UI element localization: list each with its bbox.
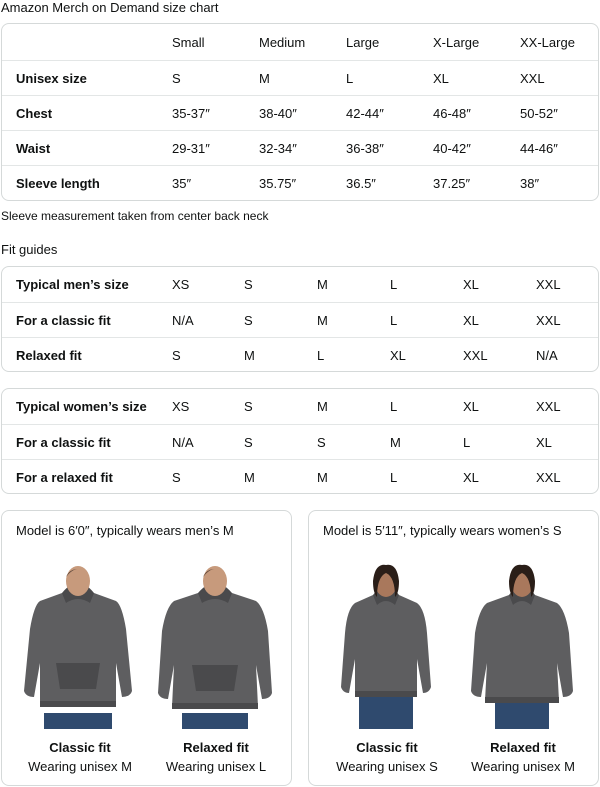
table-cell: XXL	[536, 399, 561, 414]
table-cell: XS	[172, 277, 190, 292]
man-relaxed-fit-label: Relaxed fit	[183, 740, 249, 755]
column-header-medium: Medium	[259, 34, 306, 50]
table-cell: L	[390, 469, 398, 485]
woman-relaxed-fit-label: Relaxed fit	[490, 740, 556, 755]
row-label: Relaxed fit	[16, 347, 82, 363]
table-cell: S	[172, 70, 181, 86]
table-cell: 29-31″	[172, 140, 210, 156]
row-label: For a classic fit	[16, 434, 111, 450]
table-cell: S	[244, 399, 253, 414]
table-cell: 32-34″	[259, 140, 297, 156]
row-label: For a classic fit	[16, 312, 111, 328]
mens-fit-table	[1, 266, 599, 372]
table-cell: L	[390, 277, 398, 292]
table-cell: L	[390, 399, 398, 414]
table-row-sleeve-length	[2, 165, 598, 201]
table-cell: 35″	[172, 176, 192, 191]
table-cell: XXL	[536, 312, 561, 328]
table-cell: 38″	[520, 176, 540, 191]
column-header-x-large: X-Large	[433, 34, 480, 50]
table-cell: 44-46″	[520, 140, 558, 156]
column-header-xx-large: XX-Large	[520, 34, 575, 50]
man-classic-fit-photo	[20, 559, 140, 729]
row-label: Sleeve length	[16, 176, 100, 191]
table-cell: S	[244, 277, 253, 292]
table-cell: L	[463, 434, 471, 450]
table-cell: XL	[463, 469, 479, 485]
table-cell: 35-37″	[172, 105, 210, 121]
women-model-card	[308, 510, 599, 786]
table-cell: M	[317, 312, 328, 328]
table-cell: 46-48″	[433, 105, 471, 121]
table-row-womens-classic-fit	[2, 424, 598, 459]
men-model-card	[1, 510, 292, 786]
table-cell: 35.75″	[259, 176, 297, 191]
table-cell: XL	[463, 277, 479, 292]
woman-classic-fit-size: Wearing unisex S	[336, 759, 438, 774]
table-row-womens-relaxed-fit	[2, 459, 598, 494]
woman-relaxed-fit-photo	[463, 559, 583, 729]
row-label: Typical women’s size	[16, 399, 147, 414]
table-cell: XL	[463, 399, 479, 414]
table-cell: XXL	[463, 347, 488, 363]
table-cell: 36.5″	[346, 176, 376, 191]
table-cell: M	[317, 277, 328, 292]
table-cell: S	[172, 469, 181, 485]
table-cell: N/A	[172, 312, 194, 328]
table-cell: XS	[172, 399, 190, 414]
man-relaxed-fit-size: Wearing unisex L	[165, 759, 267, 774]
table-row-typical-mens-size	[2, 267, 598, 302]
table-cell: S	[317, 434, 326, 450]
man-classic-fit-label: Classic fit	[49, 740, 111, 755]
table-cell: M	[259, 70, 270, 86]
table-cell: L	[346, 70, 354, 86]
table-cell: XL	[536, 434, 552, 450]
woman-classic-fit-label: Classic fit	[356, 740, 418, 755]
size-chart-header-row	[2, 24, 598, 60]
table-row-typical-womens-size	[2, 389, 598, 424]
table-row-waist	[2, 130, 598, 165]
table-cell: L	[317, 347, 325, 363]
table-cell: M	[244, 347, 255, 363]
table-cell: 37.25″	[433, 176, 471, 191]
man-classic-fit-size: Wearing unisex M	[28, 759, 132, 774]
table-cell: XXL	[520, 70, 545, 86]
table-cell: M	[390, 434, 401, 450]
table-cell: N/A	[172, 434, 194, 450]
sleeve-measurement-note: Sleeve measurement taken from center back neck	[1, 209, 269, 223]
table-row-unisex-size	[2, 60, 598, 95]
table-cell: S	[244, 434, 253, 450]
table-cell: 36-38″	[346, 140, 384, 156]
women-model-title: Model is 5′11″, typically wears women’s S	[323, 523, 562, 538]
table-cell: M	[244, 469, 255, 485]
table-cell: XL	[433, 70, 449, 86]
row-label: Typical men’s size	[16, 277, 129, 292]
table-cell: XL	[463, 312, 479, 328]
row-label: Waist	[16, 140, 51, 156]
table-cell: S	[244, 312, 253, 328]
table-cell: 38-40″	[259, 105, 297, 121]
table-cell: 40-42″	[433, 140, 471, 156]
table-row-mens-classic-fit	[2, 302, 598, 337]
woman-relaxed-fit-size: Wearing unisex M	[471, 759, 575, 774]
table-row-mens-relaxed-fit	[2, 337, 598, 372]
column-header-large: Large	[346, 34, 380, 50]
column-header-small: Small	[172, 34, 205, 50]
row-label: Chest	[16, 105, 53, 121]
table-row-chest	[2, 95, 598, 130]
table-cell: S	[172, 347, 181, 363]
table-cell: XXL	[536, 277, 561, 292]
size-chart-title: Amazon Merch on Demand size chart	[1, 0, 219, 15]
table-cell: M	[317, 399, 328, 414]
table-cell: M	[317, 469, 328, 485]
table-cell: 50-52″	[520, 105, 558, 121]
table-cell: XXL	[536, 469, 561, 485]
table-cell: 42-44″	[346, 105, 384, 121]
table-cell: XL	[390, 347, 406, 363]
row-label: Unisex size	[16, 70, 87, 86]
womens-fit-table	[1, 388, 599, 494]
woman-classic-fit-photo	[327, 559, 447, 729]
fit-guides-title: Fit guides	[1, 242, 58, 257]
men-model-title: Model is 6′0″, typically wears men’s M	[16, 523, 234, 538]
table-cell: L	[390, 312, 398, 328]
row-label: For a relaxed fit	[16, 469, 113, 485]
size-chart-table	[1, 23, 599, 201]
man-relaxed-fit-photo	[156, 559, 276, 729]
table-cell: N/A	[536, 347, 558, 363]
